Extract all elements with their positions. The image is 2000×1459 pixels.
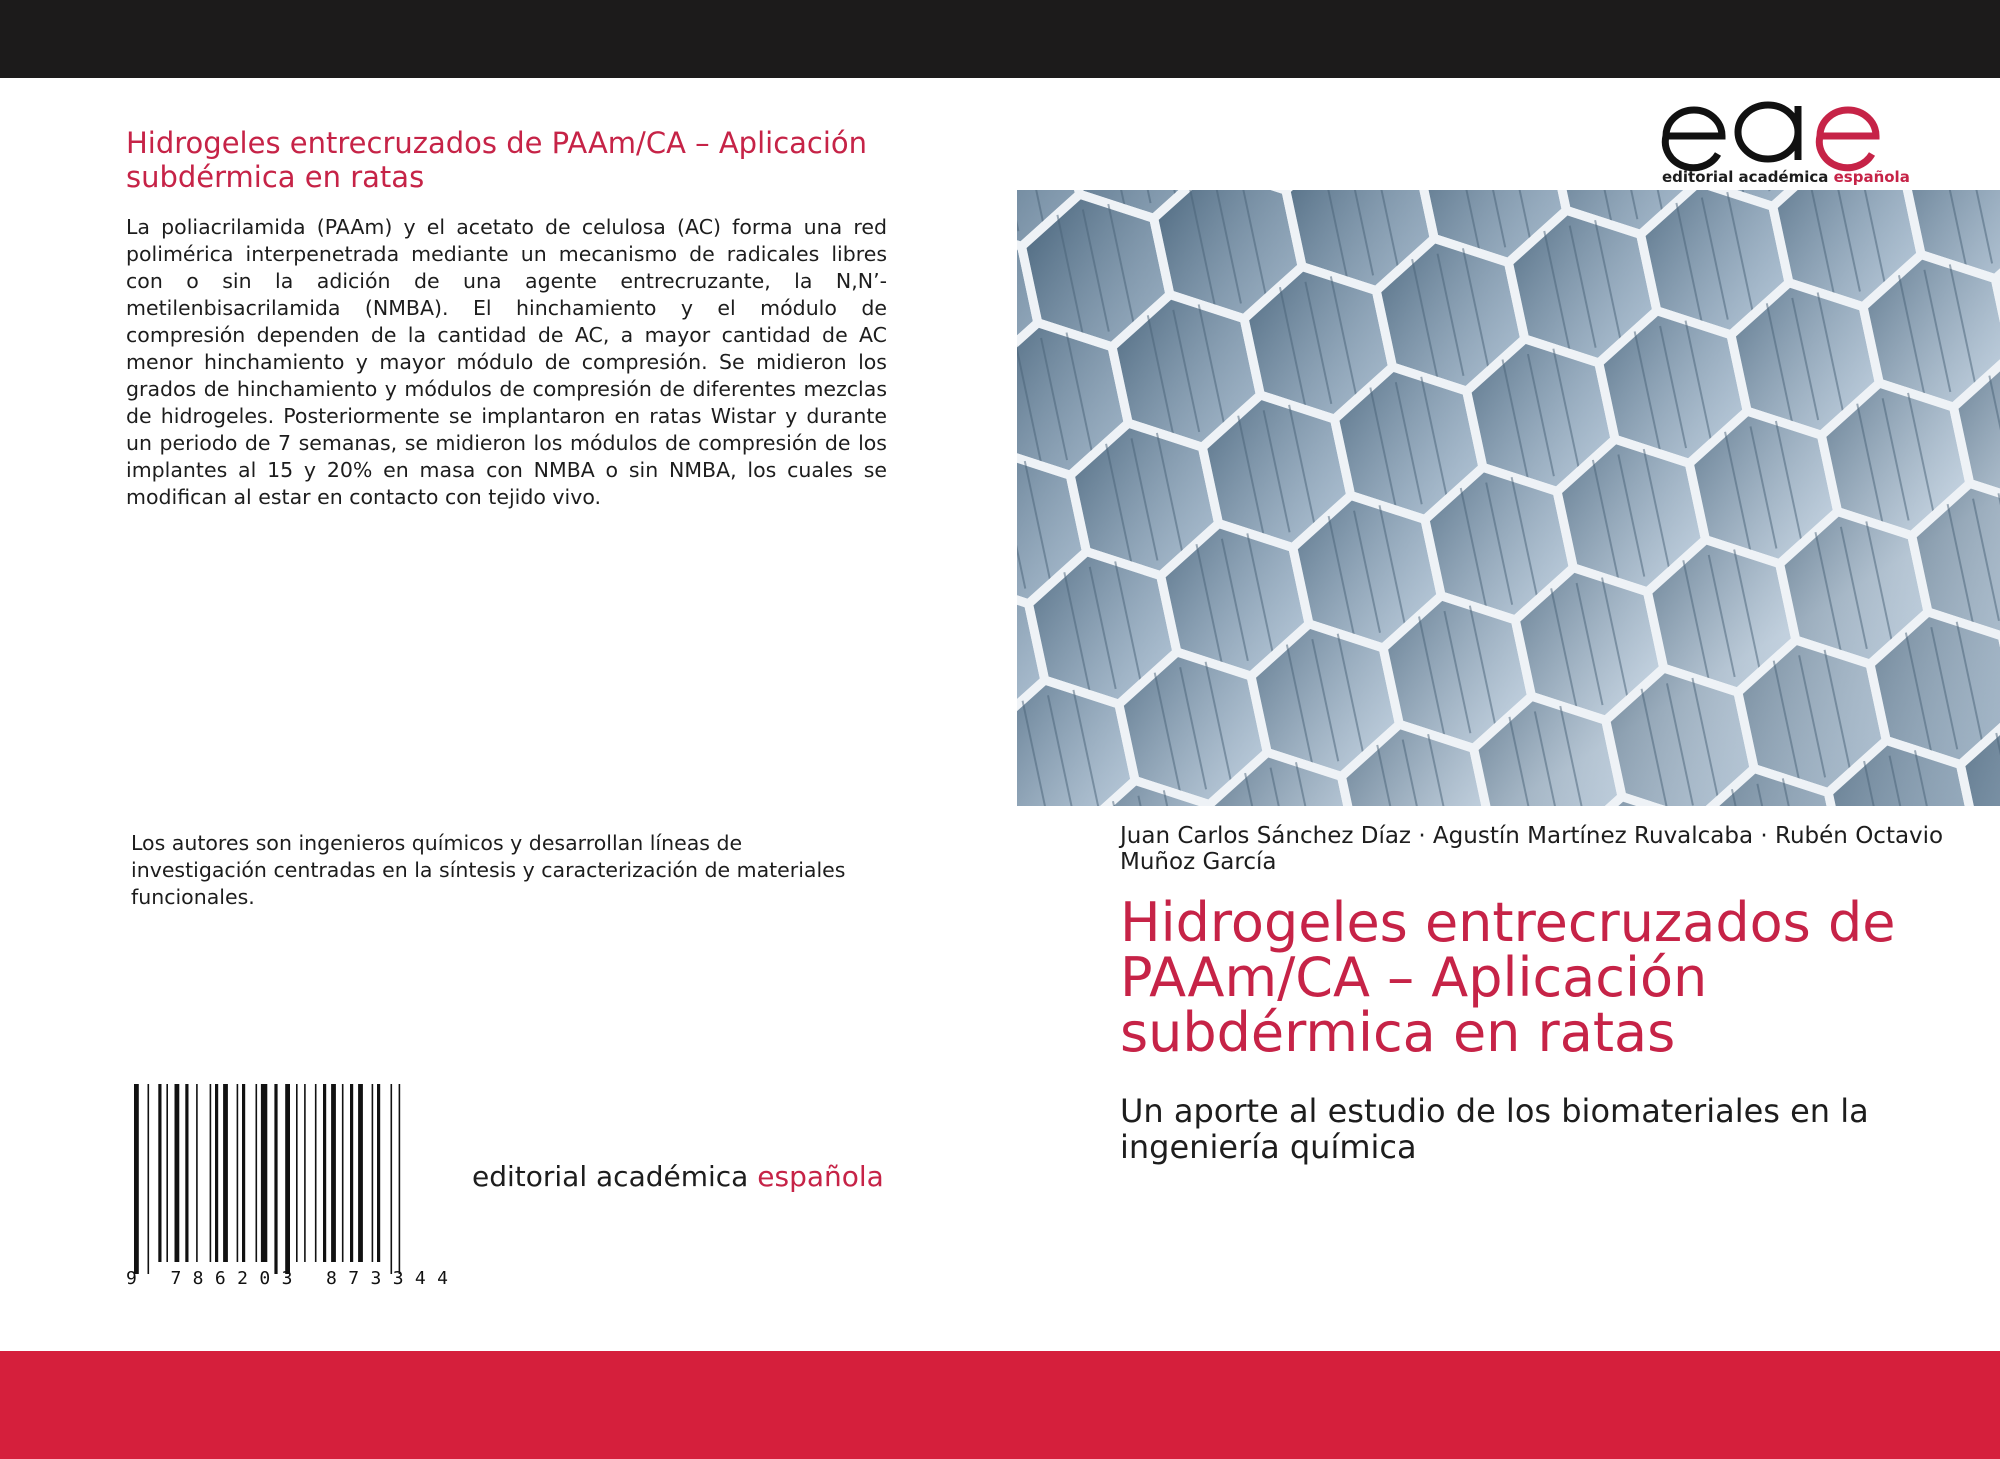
hexagonal-glass-facade-image <box>1017 190 2000 806</box>
front-cover-authors: Juan Carlos Sánchez Díaz · Agustín Martínez Ruvalcaba · Rubén Octavio Muñoz García <box>1120 823 1944 875</box>
barcode-publisher-prefix: editorial académica <box>472 1160 758 1193</box>
top-band <box>0 0 2000 78</box>
front-cover-subtitle: Un aporte al estudio de los biomateriales en la ingeniería química <box>1120 1092 1869 1166</box>
bottom-band <box>0 1351 2000 1459</box>
logo-text <box>1662 168 1910 186</box>
authors-bio: Los autores son ingenieros químicos y desarrollan líneas de investigación centradas en la síntesis y caracterización de materiales funcionales. <box>131 831 846 909</box>
back-cover-abstract: La poliacrilamida (PAAm) y el acetato de celulosa (AC) forma una red polimérica interpenetrada mediante un mecanismo de radicales libres con o sin la adición de una agente entrecruzante, la N,N’-metilenbisacrilamida (NMBA). El hinchamiento y el módulo de compresión dependen de la cantidad de AC, a mayor cantidad de AC menor hinchamiento y mayor módulo de compresión. Se midieron los grados de hinchamiento y módulos de compresión de diferentes mezclas de hidrogeles. Posteriormente se implantaron en ratas Wistar y durante un periodo de 7 semanas, se midieron los módulos de compresión de los implantes al 15 y 20% en masa con NMBA o sin NMBA, los cuales se modifican al estar en contacto con tejido vivo. <box>126 215 887 509</box>
back-cover-title: Hidrogeles entrecruzados de PAAm/CA – Aplicación subdérmica en ratas <box>126 126 868 194</box>
logo-text-prefix: editorial académica <box>1662 168 1834 186</box>
isbn-digits: 9 786203 873344 <box>126 1268 448 1289</box>
barcode-publisher-name <box>472 1160 884 1193</box>
isbn-barcode <box>126 1084 456 1290</box>
logo-text-accent: española <box>1833 168 1910 186</box>
barcode-publisher-accent: española <box>757 1160 884 1193</box>
front-cover-title: Hidrogeles entrecruzados de PAAm/CA – Aplicación subdérmica en ratas <box>1120 891 1896 1064</box>
